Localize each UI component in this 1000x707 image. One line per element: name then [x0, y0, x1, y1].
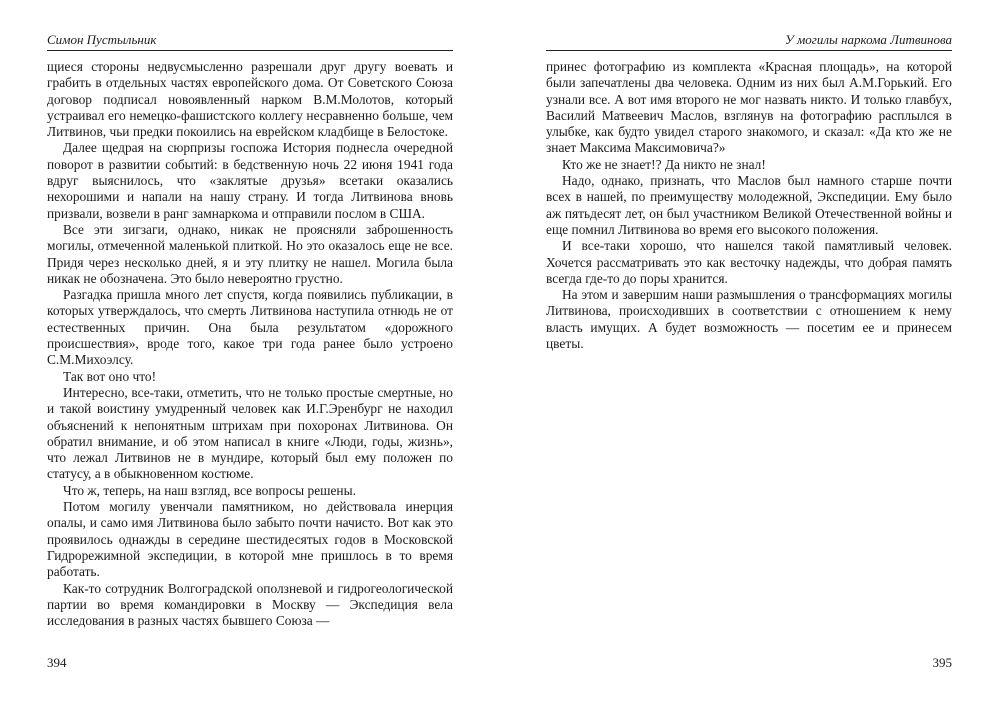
paragraph: Надо, однако, признать, что Маслов был намного старше почти всех в нашей, по преимуществу молодежной, Экспедиции. Ему было аж пятьдесят лет, он был участником Великой Отечественной войны и еще помнил Литвинова во время его высокого положения.	[546, 173, 952, 237]
right-page-body	[546, 59, 952, 352]
paragraph: Интересно, все-таки, отметить, что не только простые смертные, но и такой воистину умудренный человек как И.Г.Эренбург не находил объяснений к непонятным штрихам при похоронах Литвинова. Он обратил внимание, и об этом написал в книге «Люди, годы, жизнь», что лежал Литвинов не в мундире, который был ему положен по статусу, а в обыкновенном костюме.	[47, 384, 453, 482]
left-page	[47, 32, 453, 670]
paragraph: Так вот оно что!	[63, 368, 157, 384]
running-head-right: У могилы наркома Литвинова	[546, 32, 952, 51]
left-page-body	[47, 59, 453, 629]
paragraph: И все-таки хорошо, что нашелся такой памятливый человек. Хочется рассматривать это как весточку надежды, что добрая память всегда где-то до поры хранится.	[546, 238, 952, 286]
paragraph: Все эти зигзаги, однако, никак не проясняли заброшенность могилы, отмеченной маленькой плиткой. Но это оказалось еще не все. Придя через несколько дней, я и эту плитку не нашел. Могила была никак не обозначена. Это было невероятно грустно.	[47, 221, 453, 286]
paragraph: Кто же не знает!? Да никто не знал!	[562, 156, 766, 172]
paragraph: щиеся стороны недвусмысленно разрешали друг другу воевать и грабить в отдельных частях европейского дома. От Советского Союза договор подписал новоявленный нарком В.М.Молотов, который устраивал его немецко-фашистского коллегу несравненно больше, чем Литвинов, чьи предки покоились на еврейском кладбище в Белостоке.	[47, 59, 453, 140]
right-page	[546, 32, 952, 670]
page-number-left: 394	[47, 655, 67, 670]
page-number-right: 395	[932, 655, 952, 670]
running-head-left: Симон Пустыльник	[47, 32, 453, 51]
paragraph: Потом могилу увенчали памятником, но действовала инерция опалы, и само имя Литвинова было забыто почти начисто. Вот как это проявилось однажды в середине шестидесятых годов в Московской Гидрорежимной экспедиции, в которой мне пришлось в то время работать.	[47, 499, 453, 580]
paragraph: На этом и завершим наши размышления о трансформациях могилы Литвинова, происходивших в соответствии с отношением к нему власть имущих. А будет возможность — посетим ее и принесем цветы.	[546, 287, 952, 352]
paragraph: принес фотографию из комплекта «Красная площадь», на которой были запечатлены два человека. Одним из них был А.М.Горький. Его узнали все. А вот имя второго не мог назвать никто. И только главбух, Василий Матвеевич Маслов, взглянув на фотографию расплылся в улыбке, как будто увидел старого знакомого, и сказал: «Да кто же не знает Максима Максимовича?»	[546, 59, 952, 156]
paragraph: Что ж, теперь, на наш взгляд, все вопросы решены.	[63, 482, 356, 498]
paragraph: Разгадка пришла много лет спустя, когда появились публикации, в которых утверждалось, что смерть Литвинова наступила отнюдь не от естественных причин. Она была результатом «дорожного происшествия», вроде того, какое три года ранее было устроено С.М.Михоэлсу.	[47, 287, 453, 368]
paragraph: Далее щедрая на сюрпризы госпожа История поднесла очередной поворот в развитии событий: в бедственную ночь 22 июня 1941 года вдруг выяснилось, что «заклятые друзья» всетаки оказались нехорошими и напали на нашу страну. И тогда Литвинова вновь призвали, возвели в ранг замнаркома и отправили послом в США.	[47, 140, 453, 221]
paragraph: Как-то сотрудник Волгоградской оползневой и гидрогеологической партии во время командировки в Москву — Экспедиция вела исследования в разных частях бывшего Союза —	[47, 580, 453, 629]
